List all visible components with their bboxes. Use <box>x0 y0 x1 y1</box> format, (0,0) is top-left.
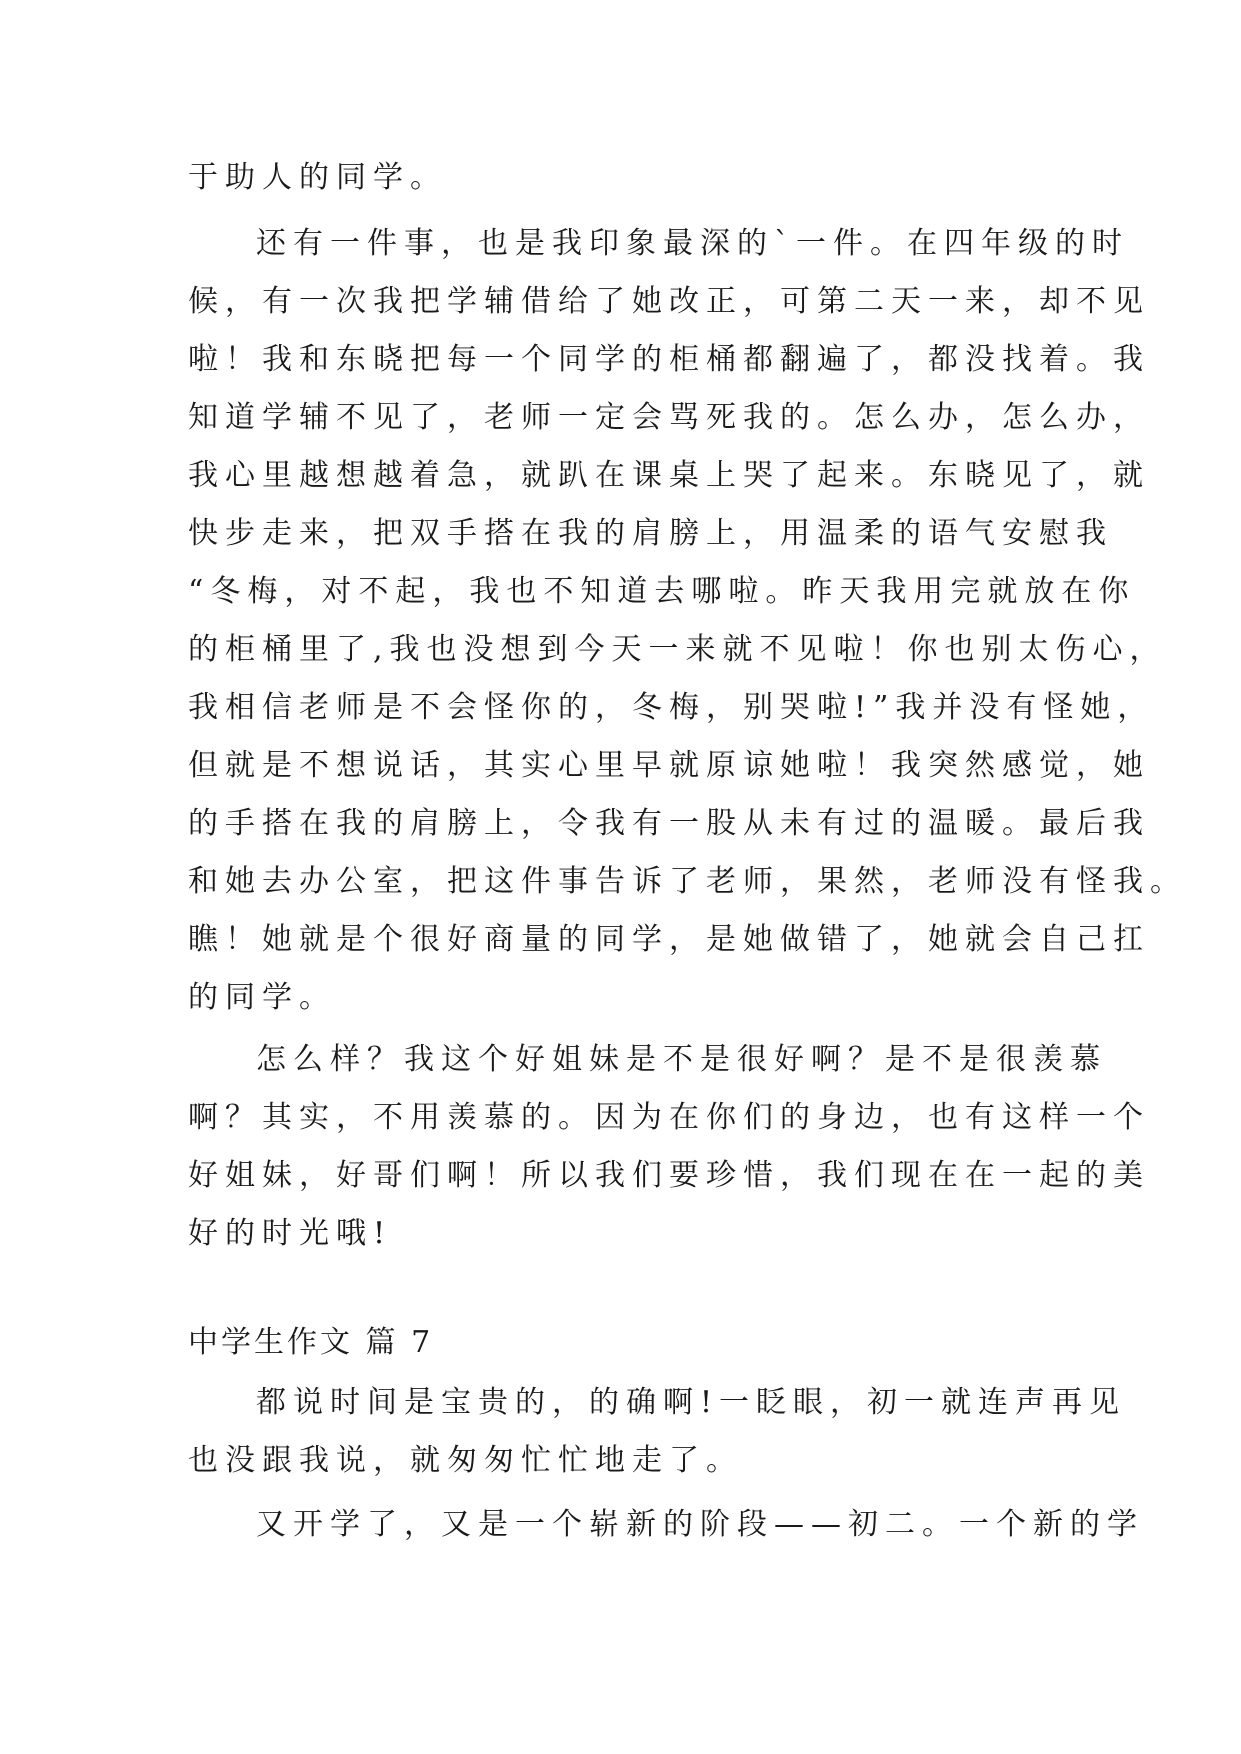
text-line: 的同学。 <box>188 980 336 1015</box>
text-line: 我相信老师是不会怪你的，冬梅，别哭啦!”我并没有怪她， <box>188 690 1155 725</box>
text-line: 好姐妹，好哥们啊！所以我们要珍惜，我们现在在一起的美 <box>188 1158 1150 1193</box>
text-line: 好的时光哦! <box>188 1216 393 1251</box>
section-heading: 中学生作文 篇 7 <box>188 1325 434 1360</box>
text-line: 又开学了，又是一个崭新的阶段——初二。一个新的学 <box>256 1507 1144 1542</box>
text-line: 知道学辅不见了，老师一定会骂死我的。怎么办，怎么办， <box>188 400 1150 435</box>
text-line: 我心里越想越着急，就趴在课桌上哭了起来。东晓见了，就 <box>188 458 1150 493</box>
text-line: 也没跟我说，就匆匆忙忙地走了。 <box>188 1443 743 1478</box>
text-line: 于助人的同学。 <box>188 160 447 195</box>
text-line: “冬梅，对不起，我也不知道去哪啦。昨天我用完就放在你 <box>188 574 1136 609</box>
text-line: 都说时间是宝贵的，的确啊!一眨眼，初一就连声再见 <box>256 1385 1127 1420</box>
text-line: 快步走来，把双手搭在我的肩膀上，用温柔的语气安慰我 <box>188 516 1113 551</box>
text-line: 的手搭在我的肩膀上，令我有一股从未有过的温暖。最后我 <box>188 806 1150 841</box>
text-line: 的柜桶里了,我也没想到今天一来就不见啦！你也别太伤心， <box>188 632 1167 667</box>
text-line: 还有一件事，也是我印象最深的`一件。在四年级的时 <box>256 226 1129 261</box>
text-line: 但就是不想说话，其实心里早就原谅她啦！我突然感觉，她 <box>188 748 1150 783</box>
text-line: 啦！我和东晓把每一个同学的柜桶都翻遍了，都没找着。我 <box>188 342 1150 377</box>
text-line: 候，有一次我把学辅借给了她改正，可第二天一来，却不见 <box>188 284 1150 319</box>
text-line: 瞧！她就是个很好商量的同学，是她做错了，她就会自己扛 <box>188 922 1150 957</box>
text-line: 怎么样？我这个好姐妹是不是很好啊？是不是很羡慕 <box>256 1042 1107 1077</box>
text-line: 啊？其实，不用羡慕的。因为在你们的身边，也有这样一个 <box>188 1100 1150 1135</box>
text-line: 和她去办公室，把这件事告诉了老师，果然，老师没有怪我。 <box>188 864 1187 899</box>
